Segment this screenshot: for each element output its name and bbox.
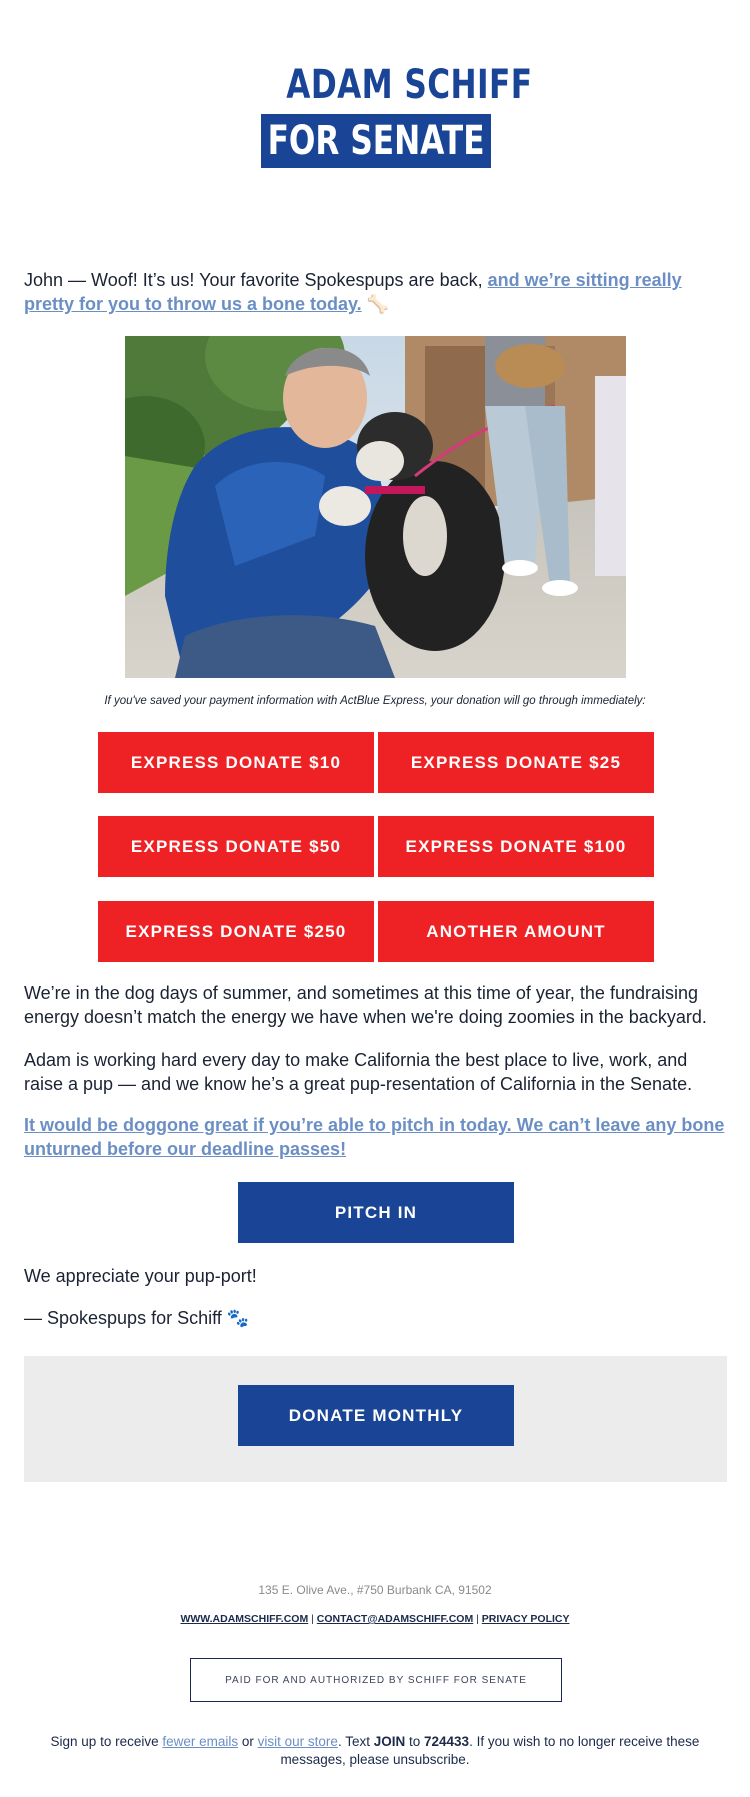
express-note: If you've saved your payment information with ActBlue Express, your donation will go through immediately:: [104, 695, 646, 707]
paw-icon: 🐾: [226, 1308, 250, 1328]
intro-donate-link[interactable]: and we’re sitting really pretty for you to throw us a bone today.: [24, 270, 682, 314]
signup-to: to: [405, 1734, 424, 1749]
paid-for-disclaimer: PAID FOR AND AUTHORIZED BY SCHIFF FOR SENATE: [190, 1658, 562, 1702]
body-paragraph-2: Adam is working hard every day to make California the best place to live, work, and raise a pup — and we know he’s a great pup-resentation of California in the Senate.: [24, 1050, 693, 1094]
express-donate-10-button[interactable]: EXPRESS DONATE $10: [98, 732, 374, 793]
signup-text-prefix: . Text: [337, 1734, 374, 1749]
visit-store-link[interactable]: visit our store: [257, 1734, 338, 1749]
footer-separator: |: [308, 1613, 317, 1625]
express-donate-250-button[interactable]: EXPRESS DONATE $250: [98, 901, 374, 962]
pitch-in-link[interactable]: It would be doggone great if you’re able to pitch in today. We can’t leave any bone unturned before our deadline passes!: [24, 1115, 725, 1159]
signup-or: or: [238, 1734, 258, 1749]
footer-links: [24, 1613, 726, 1625]
signup-prefix: Sign up to receive: [50, 1734, 163, 1749]
footer-address: 135 E. Olive Ave., #750 Burbank CA, 91502: [258, 1583, 492, 1597]
privacy-policy-link[interactable]: PRIVACY POLICY: [481, 1613, 570, 1625]
intro-text: John — Woof! It’s us! Your favorite Spokespups are back,: [24, 270, 488, 290]
sms-keyword: JOIN: [373, 1734, 406, 1749]
logo-subtitle: FOR SENATE: [267, 118, 485, 164]
contact-email-link[interactable]: CONTACT@ADAMSCHIFF.COM: [316, 1613, 474, 1625]
bone-icon: 🦴: [366, 294, 390, 314]
intro-paragraph: [24, 268, 726, 316]
sms-shortcode: 724433: [424, 1734, 470, 1749]
another-amount-button[interactable]: ANOTHER AMOUNT: [378, 901, 654, 962]
signup-suffix: . If you wish to no longer receive these messages, please unsubscribe.: [280, 1734, 700, 1767]
signup-text: [30, 1733, 720, 1769]
pitch-in-button[interactable]: PITCH IN: [238, 1182, 514, 1243]
signoff-text: — Spokespups for Schiff: [24, 1308, 222, 1328]
express-donate-25-button[interactable]: EXPRESS DONATE $25: [378, 732, 654, 793]
campaign-logo: [261, 60, 533, 168]
signoff: [24, 1306, 726, 1330]
fewer-emails-link[interactable]: fewer emails: [162, 1734, 239, 1749]
website-link[interactable]: WWW.ADAMSCHIFF.COM: [180, 1613, 309, 1625]
footer-separator: |: [473, 1613, 482, 1625]
logo-banner: [261, 114, 491, 168]
express-donate-50-button[interactable]: EXPRESS DONATE $50: [98, 816, 374, 877]
express-donate-100-button[interactable]: EXPRESS DONATE $100: [378, 816, 654, 877]
body-paragraph-1: We’re in the dog days of summer, and sometimes at this time of year, the fundraising energy doesn’t match the energy we have when we're doing zoomies in the backyard.: [24, 983, 707, 1027]
body-paragraph-3: [24, 1113, 726, 1161]
hero-photo[interactable]: [125, 336, 626, 678]
thanks-text: We appreciate your pup-port!: [24, 1266, 257, 1286]
donate-monthly-button[interactable]: DONATE MONTHLY: [238, 1385, 514, 1446]
logo-name: ADAM SCHIFF: [286, 62, 533, 108]
